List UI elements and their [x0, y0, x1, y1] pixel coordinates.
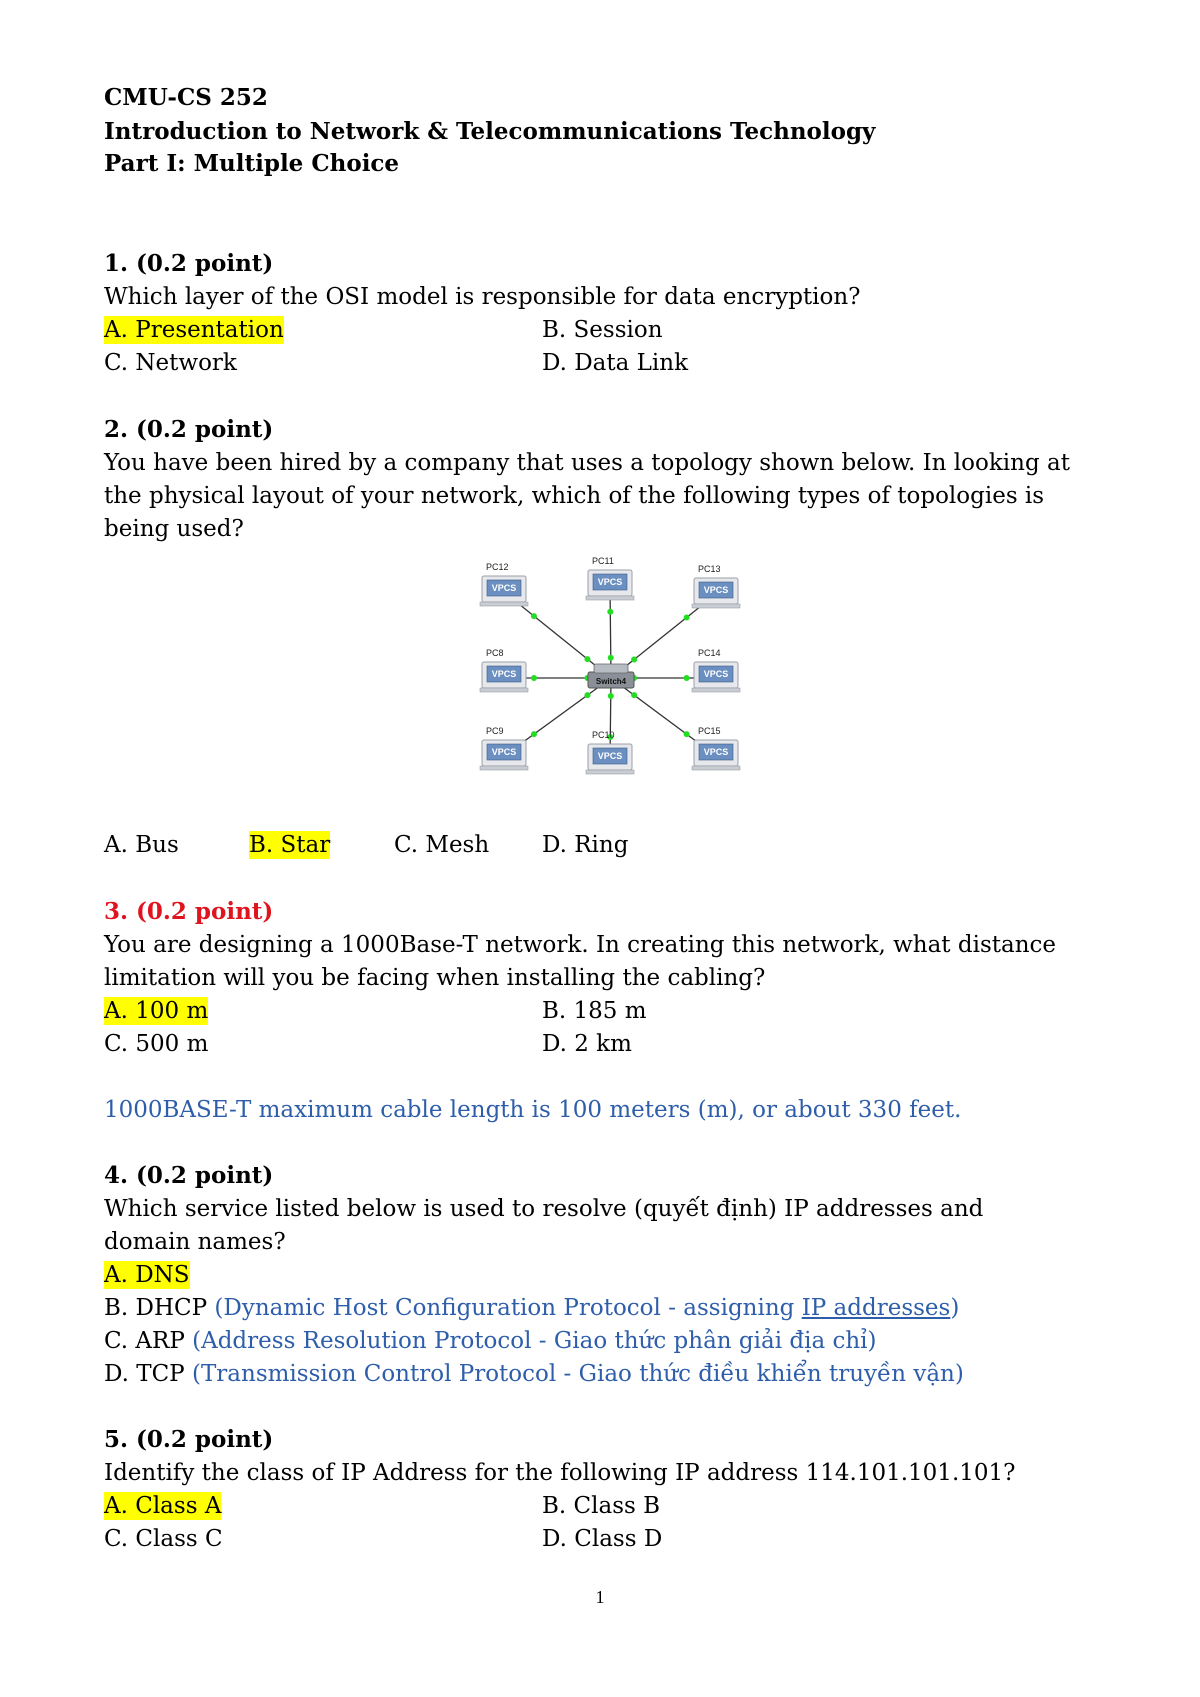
device-type-label: VPCS	[703, 747, 729, 757]
question-4-number: 4. (0.2 point)	[104, 1162, 274, 1189]
part-title: Part I: Multiple Choice	[104, 150, 400, 177]
question-1-option-c: C. Network	[104, 350, 237, 376]
pc-node	[692, 726, 740, 770]
link-status-dot	[684, 731, 690, 737]
question-2-text-line-2: the physical layout of your network, which of the following types of topologies is	[104, 483, 1045, 509]
question-5-option-b: B. Class B	[542, 1493, 661, 1519]
link-status-dot	[531, 675, 537, 681]
question-4-text-line-1: Which service listed below is used to resolve (quyết định) IP addresses and	[104, 1196, 984, 1222]
question-5-option-d: D. Class D	[542, 1526, 663, 1552]
question-3-note: 1000BASE-T maximum cable length is 100 meters (m), or about 330 feet.	[104, 1097, 962, 1123]
question-3-text-line-2: limitation will you be facing when installing the cabling?	[104, 965, 766, 991]
pc-node	[480, 726, 528, 770]
question-4-option-b-note-suffix: )	[950, 1295, 960, 1321]
question-2-text-line-1: You have been hired by a company that uses a topology shown below. In looking at	[104, 450, 1070, 476]
link-status-dot	[608, 693, 614, 699]
question-5-option-a: A. Class A	[104, 1493, 222, 1519]
pc-node	[586, 556, 634, 600]
pc-node	[480, 648, 528, 692]
pc-label: PC8	[486, 648, 504, 658]
link-status-dot	[607, 609, 613, 615]
question-2-option-c: C. Mesh	[394, 832, 490, 858]
pc-label: PC9	[486, 726, 504, 736]
question-4-option-c-note: (Address Resolution Protocol - Giao thức phân giải địa chỉ)	[192, 1328, 877, 1354]
device-type-label: VPCS	[597, 577, 623, 587]
pc-label: PC14	[698, 648, 721, 658]
link-status-dot	[584, 656, 590, 662]
link-status-dot	[684, 675, 690, 681]
question-3-option-b: B. 185 m	[542, 998, 647, 1024]
question-2-option-d: D. Ring	[542, 832, 629, 858]
question-5-option-c: C. Class C	[104, 1526, 223, 1552]
page-number: 1	[595, 1587, 605, 1607]
question-4-option-b	[104, 1294, 959, 1322]
question-4-option-d	[104, 1360, 964, 1388]
device-type-label: VPCS	[491, 747, 517, 757]
device-type-label: VPCS	[703, 669, 729, 679]
question-3-option-c: C. 500 m	[104, 1031, 209, 1057]
link-status-dot	[608, 655, 614, 661]
ip-addresses-link[interactable]: IP addresses	[801, 1295, 951, 1321]
question-1-option-a: A. Presentation	[104, 317, 284, 343]
question-5-text: Identify the class of IP Address for the following IP address 114.101.101.101?	[104, 1460, 1016, 1486]
question-3-text-line-1: You are designing a 1000Base-T network. In creating this network, what distance	[104, 932, 1057, 958]
link-status-dot	[631, 692, 637, 698]
question-4-option-b-note-prefix: (Dynamic Host Configuration Protocol - assigning	[214, 1295, 802, 1321]
question-1-option-d: D. Data Link	[542, 350, 689, 376]
device-type-label: VPCS	[703, 585, 729, 595]
star-topology-diagram	[470, 548, 750, 798]
question-4-option-c	[104, 1327, 877, 1355]
question-3-option-d: D. 2 km	[542, 1031, 632, 1057]
pc-label: PC15	[698, 726, 721, 736]
question-1-number: 1. (0.2 point)	[104, 250, 274, 277]
pc-label: PC13	[698, 564, 721, 574]
course-title: Introduction to Network & Telecommunications Technology	[104, 118, 876, 145]
link-status-dot	[531, 613, 537, 619]
question-5-number: 5. (0.2 point)	[104, 1426, 274, 1453]
question-4-option-c-label: C. ARP	[104, 1328, 185, 1354]
question-4-option-b-label: B. DHCP	[104, 1295, 208, 1321]
pc-label: PC12	[486, 562, 509, 572]
link-status-dot	[531, 731, 537, 737]
pc-node	[586, 730, 634, 774]
question-4-text-line-2: domain names?	[104, 1229, 286, 1255]
pc-label: PC10	[592, 730, 615, 740]
question-1-option-b: B. Session	[542, 317, 663, 343]
device-type-label: VPCS	[597, 751, 623, 761]
pc-node	[692, 564, 740, 608]
pc-node	[692, 648, 740, 692]
link-status-dot	[584, 692, 590, 698]
switch-label: Switch4	[595, 677, 627, 686]
device-type-label: VPCS	[491, 669, 517, 679]
question-2-option-a: A. Bus	[104, 832, 179, 858]
question-4-option-a: A. DNS	[104, 1262, 190, 1288]
question-2-number: 2. (0.2 point)	[104, 416, 274, 443]
pc-node	[480, 562, 528, 606]
question-3-number: 3. (0.2 point)	[104, 898, 274, 925]
pc-label: PC11	[592, 556, 614, 566]
switch-icon	[588, 664, 634, 688]
question-1-text: Which layer of the OSI model is responsible for data encryption?	[104, 284, 861, 310]
question-2-option-b: B. Star	[249, 832, 331, 858]
device-type-label: VPCS	[491, 583, 517, 593]
link-status-dot	[631, 657, 637, 663]
question-4-option-d-note: (Transmission Control Protocol - Giao thức điều khiển truyền vận)	[191, 1361, 964, 1387]
question-4-option-d-label: D. TCP	[104, 1361, 185, 1387]
link-status-dot	[684, 615, 690, 621]
course-code: CMU-CS 252	[104, 84, 268, 111]
question-2-text-line-3: being used?	[104, 516, 244, 542]
question-3-option-a: A. 100 m	[104, 998, 209, 1024]
